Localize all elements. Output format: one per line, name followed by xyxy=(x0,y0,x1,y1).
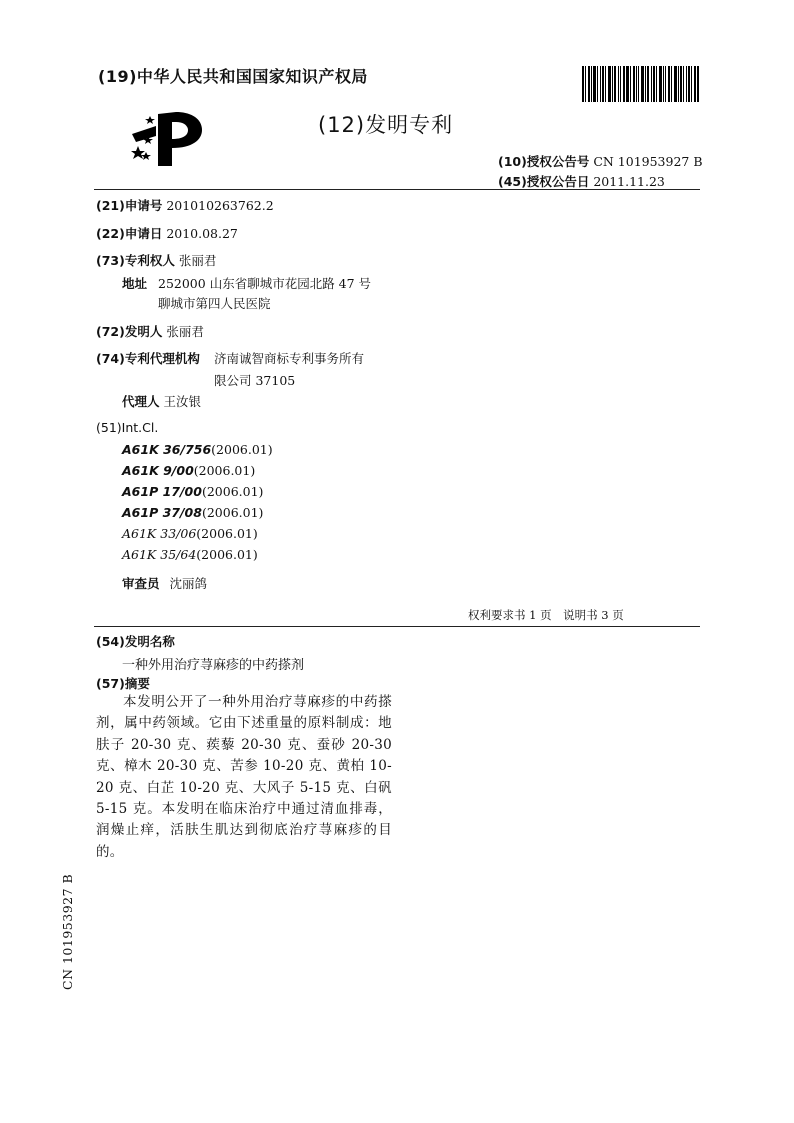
ipc-code: A61K 35/64 xyxy=(122,547,197,562)
abstract-label: (57)摘要 xyxy=(96,676,150,691)
application-number-row xyxy=(96,196,274,214)
ipc-version: (2006.01) xyxy=(193,463,256,478)
ipc-entry xyxy=(122,463,255,478)
invention-title: 一种外用治疗荨麻疹的中药搽剂 xyxy=(122,658,305,673)
patentee-value: 张丽君 xyxy=(178,253,217,268)
agent-label: 代理人 xyxy=(122,394,160,409)
abstract-text: 本发明公开了一种外用治疗荨麻疹的中药搽剂，属中药领域。它由下述重量的原料制成：地肤子 20-30 克、蒺藜 20-30 克、蚕砂 20-30 克、樟木 20-30 克、苦参 10-20 克、黄柏 10-20 克、白芷 10-20 克、大风子 5-15 克、白矾 5-15 克。本发明在临床治疗中通过清血排毒，润燥止痒，活肤生肌达到彻底治疗荨麻疹的目的。 xyxy=(96,694,392,860)
publication-number-row xyxy=(498,152,703,170)
header-divider xyxy=(94,189,700,190)
ipc-code: A61K 33/06 xyxy=(122,526,197,541)
title-label: (54)发明名称 xyxy=(96,634,175,649)
inventor-label: (72)发明人 xyxy=(96,324,163,339)
ipc-version: (2006.01) xyxy=(196,547,258,562)
agent-value: 王汝银 xyxy=(163,394,202,409)
agency-label: (74)专利代理机构 xyxy=(96,351,200,366)
publication-date-label: (45)授权公告日 xyxy=(498,174,590,189)
ipc-version: (2006.01) xyxy=(196,526,258,541)
address-line-1: 252000 山东省聊城市花园北路 47 号 xyxy=(158,276,372,291)
document-type: (12)发明专利 xyxy=(318,113,454,137)
address-label: 地址 xyxy=(122,276,148,291)
patentee-label: (73)专利权人 xyxy=(96,253,175,268)
inventor-value: 张丽君 xyxy=(166,324,204,339)
ipc-version: (2006.01) xyxy=(201,484,264,499)
patentee-row xyxy=(96,251,216,269)
ipc-version: (2006.01) xyxy=(211,442,273,457)
examiner-value: 沈丽鸽 xyxy=(169,576,208,591)
ipc-version: (2006.01) xyxy=(201,505,264,520)
ipc-entry xyxy=(122,526,258,541)
application-date-row xyxy=(96,224,238,242)
sipo-logo-icon xyxy=(128,108,204,170)
publication-number-label: (10)授权公告号 xyxy=(498,154,590,169)
ipc-entry xyxy=(122,505,263,520)
ipc-code: A61K 36/756 xyxy=(122,442,212,457)
agency-line-2: 限公司 37105 xyxy=(214,373,296,388)
ipc-code: A61P 37/08 xyxy=(122,505,202,520)
examiner-label: 审查员 xyxy=(122,576,160,591)
examiner-row xyxy=(122,574,207,592)
ipc-entry xyxy=(122,442,273,457)
application-number-label: (21)申请号 xyxy=(96,198,163,213)
publication-date-value: 2011.11.23 xyxy=(593,174,665,189)
issuing-office: (19)中华人民共和国国家知识产权局 xyxy=(98,67,368,86)
application-number-value: 201010263762.2 xyxy=(166,198,274,213)
publication-date-row xyxy=(498,172,665,190)
address-line-2: 聊城市第四人民医院 xyxy=(158,296,271,311)
barcode xyxy=(582,66,699,102)
application-date-value: 2010.08.27 xyxy=(166,226,238,241)
section-divider xyxy=(94,626,700,627)
agency-line-1: 济南诚智商标专利事务所有 xyxy=(214,351,365,366)
publication-number-value: CN 101953927 B xyxy=(593,154,703,169)
inventor-row xyxy=(96,322,204,340)
int-cl-label: (51)Int.Cl. xyxy=(96,420,159,435)
page-counts: 权利要求书 1 页 说明书 3 页 xyxy=(468,608,624,622)
side-publication-number: CN 101953927 B xyxy=(60,873,75,990)
ipc-entry xyxy=(122,547,258,562)
ipc-code: A61P 17/00 xyxy=(122,484,202,499)
agent-row xyxy=(122,392,201,410)
ipc-entry xyxy=(122,484,263,499)
application-date-label: (22)申请日 xyxy=(96,226,163,241)
ipc-code: A61K 9/00 xyxy=(122,463,194,478)
